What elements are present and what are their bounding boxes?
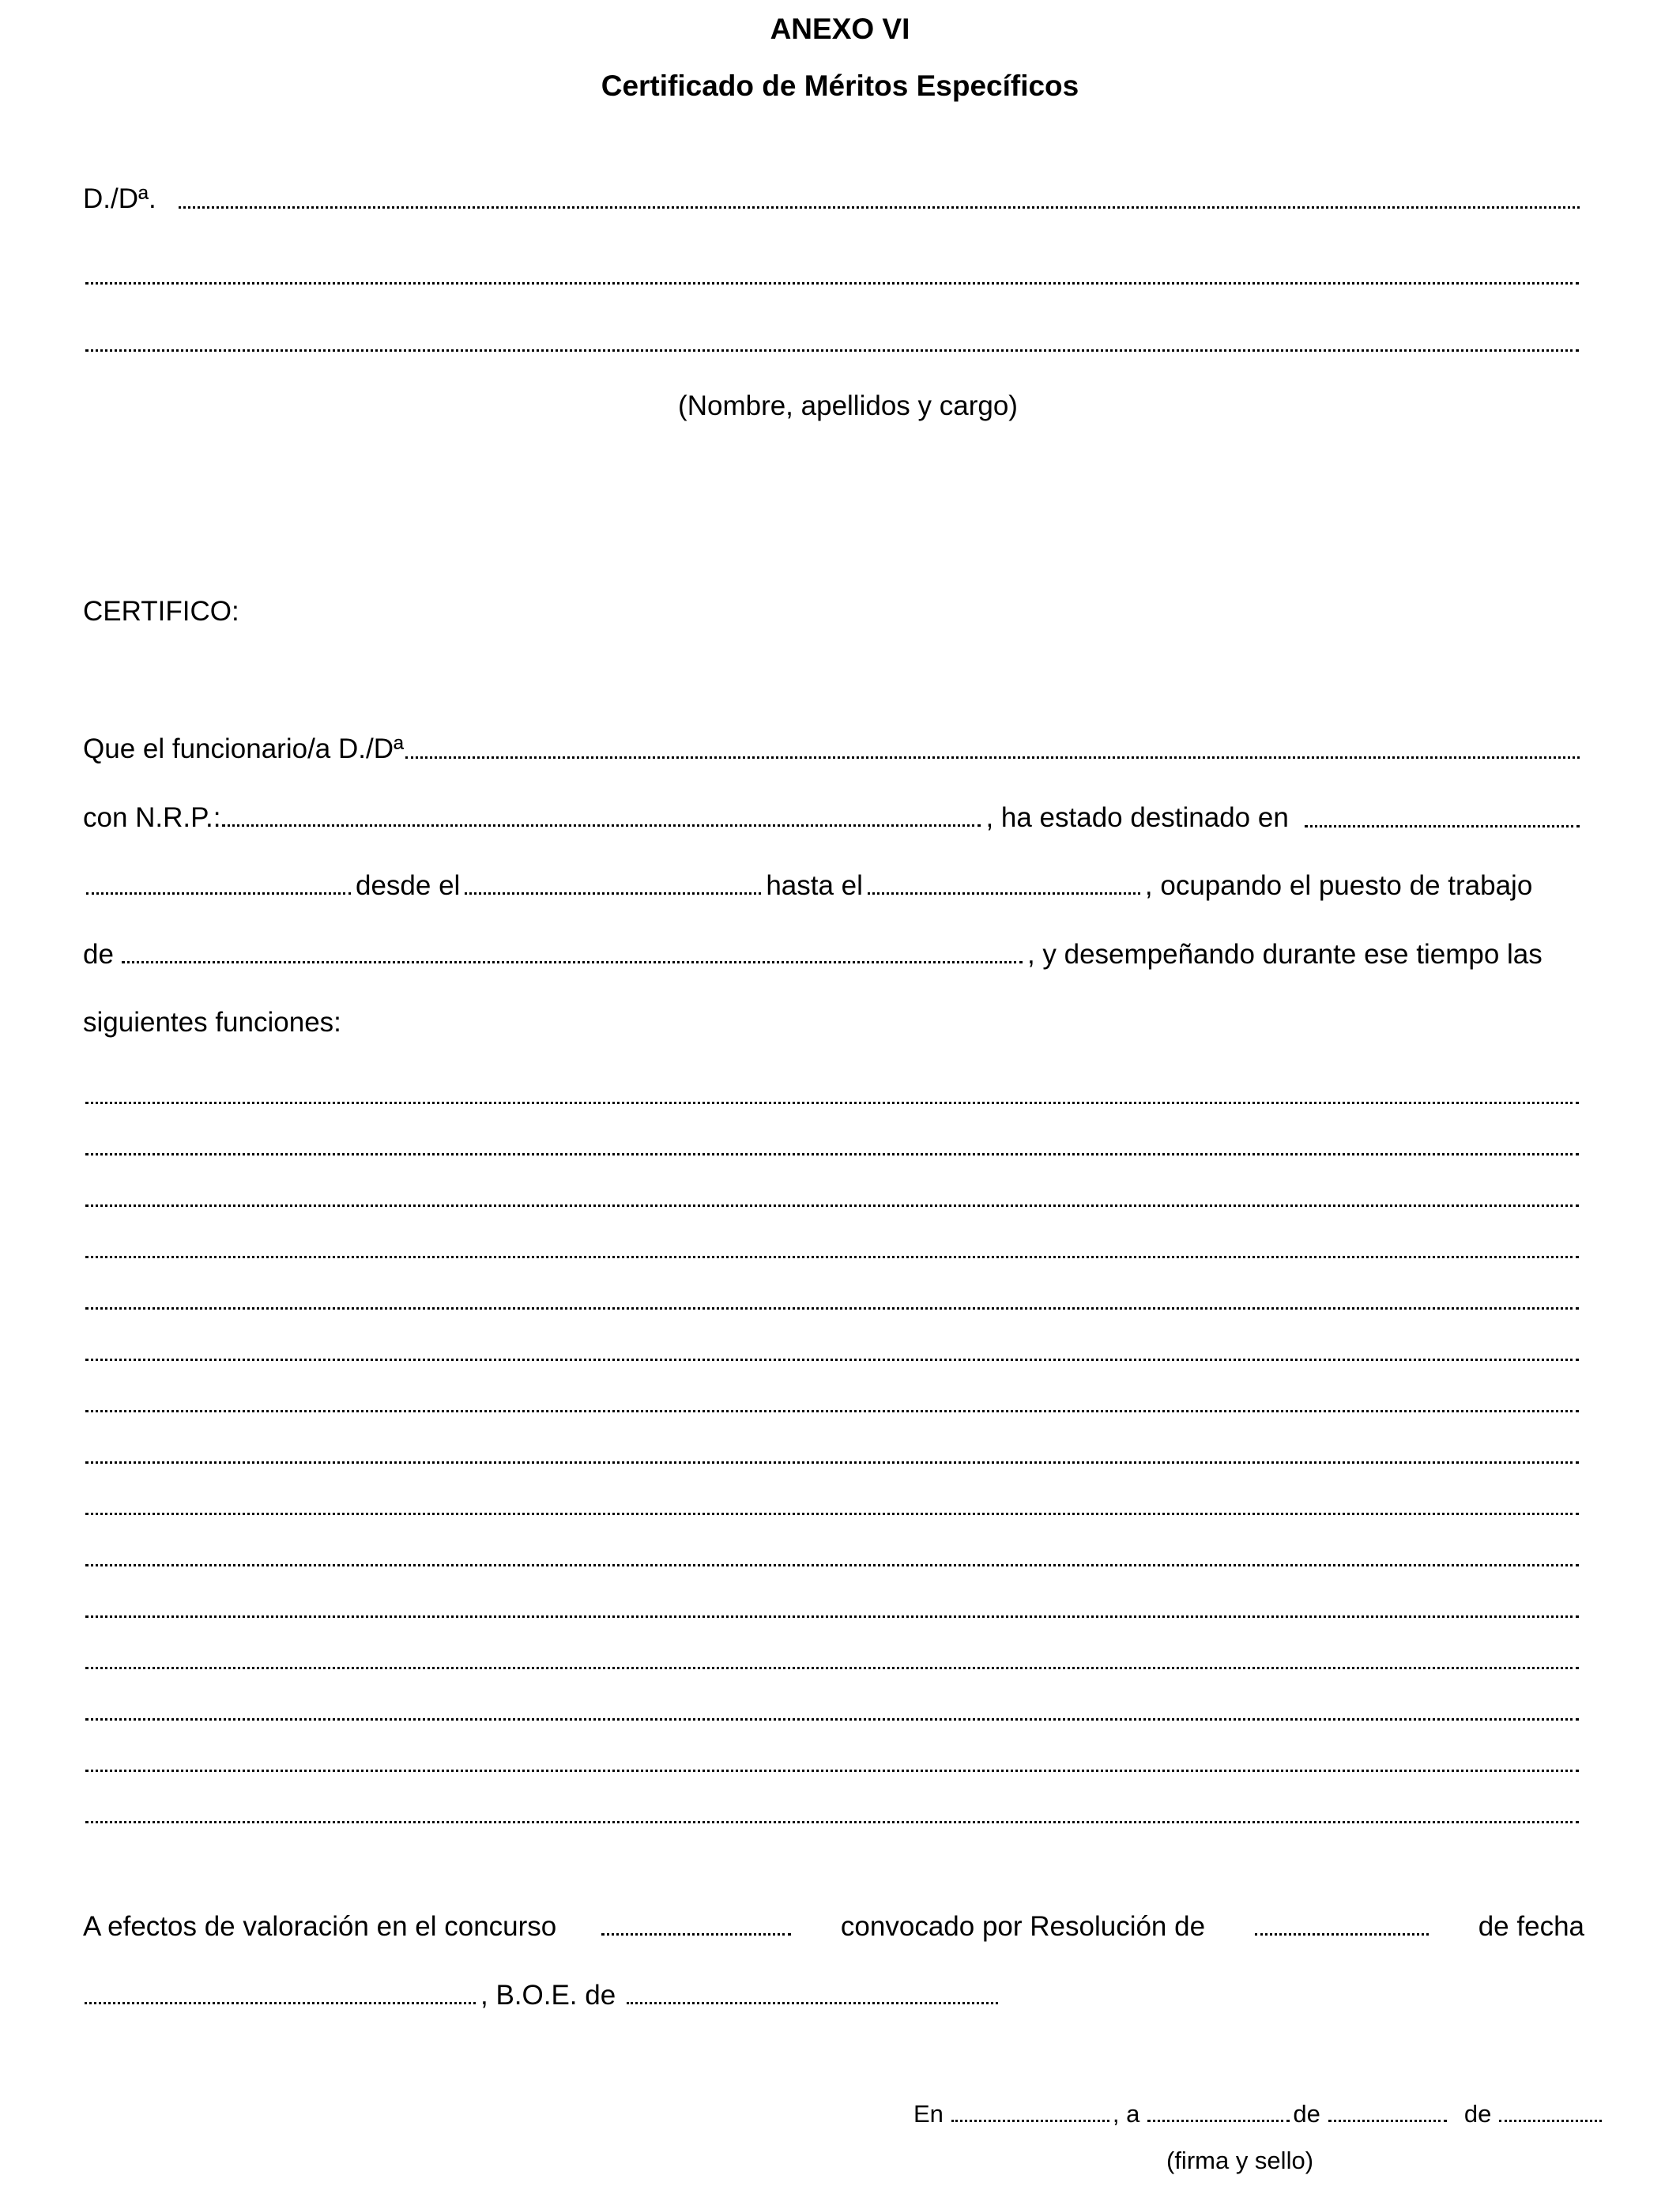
fecha-field[interactable] (85, 2001, 476, 2004)
nrp-line (83, 802, 1584, 834)
funciones-line[interactable] (85, 1586, 1579, 1618)
signature-caption: (firma y sello) (1166, 2147, 1314, 2174)
place-date-line (913, 2100, 1602, 2128)
fecha-label: de fecha (1478, 1911, 1584, 1942)
funciones-line[interactable] (85, 1124, 1579, 1155)
destino-field[interactable] (1305, 824, 1580, 827)
funciones-line[interactable] (85, 1175, 1579, 1207)
de-label-1: de (1293, 2100, 1320, 2128)
funciones-line[interactable] (85, 1792, 1579, 1823)
resolucion-field[interactable] (1255, 1932, 1429, 1936)
certifier-line-2-field[interactable] (85, 253, 1579, 285)
funciones-line[interactable] (85, 1740, 1579, 1772)
funciones-line[interactable] (85, 1278, 1579, 1310)
hasta-date-field[interactable] (868, 892, 1140, 895)
de-label-2: de (1463, 2100, 1492, 2128)
a-label: , a (1112, 2100, 1140, 2128)
hasta-label: hasta el (766, 870, 863, 901)
nrp-prefix: con N.R.P.: (83, 802, 221, 833)
dates-line (83, 870, 1584, 902)
annex-heading: ANEXO VI (770, 13, 910, 45)
document-title: Certificado de Méritos Específicos (601, 70, 1079, 102)
en-label: En (913, 2100, 944, 2128)
boe-line (83, 1980, 1584, 2011)
puesto-label: , ocupando el puesto de trabajo (1144, 870, 1533, 901)
funciones-line[interactable] (85, 1381, 1579, 1412)
destino-continuation-field[interactable] (86, 892, 351, 895)
puesto-field[interactable] (122, 960, 1023, 963)
certifico-label: CERTIFICO: (83, 596, 239, 627)
year-field[interactable] (1499, 2119, 1602, 2122)
funciones-label: siguientes funciones: (83, 1007, 341, 1038)
puesto-prefix: de (83, 939, 114, 970)
concurso-line (83, 1911, 1584, 1943)
boe-field[interactable] (627, 2001, 998, 2004)
boe-label: , B.O.E. de (480, 1980, 616, 2011)
nrp-field[interactable] (222, 824, 981, 827)
concurso-label: A efectos de valoración en el concurso (83, 1911, 557, 1942)
certifier-caption: (Nombre, apellidos y cargo) (678, 390, 1018, 421)
month-field[interactable] (1328, 2119, 1447, 2122)
funciones-line[interactable] (85, 1535, 1579, 1566)
funciones-line[interactable] (85, 1689, 1579, 1721)
funciones-line[interactable] (85, 1638, 1579, 1669)
desde-label: desde el (356, 870, 461, 901)
funciones-line[interactable] (85, 1072, 1579, 1104)
funciones-line[interactable] (85, 1483, 1579, 1515)
funcionario-name-field[interactable] (405, 756, 1580, 759)
destino-label: , ha estado destinado en (985, 802, 1289, 833)
concurso-field[interactable] (601, 1932, 791, 1936)
funciones-line[interactable] (85, 1432, 1579, 1464)
certifier-prefix: D./Dª. (83, 183, 156, 214)
funciones-intro: , y desempeñando durante ese tiempo las (1026, 939, 1543, 970)
certifier-line-1 (83, 183, 1584, 215)
resolucion-label: convocado por Resolución de (840, 1911, 1206, 1942)
day-field[interactable] (1147, 2119, 1290, 2122)
puesto-line (83, 939, 1584, 971)
funcionario-line (83, 733, 1584, 765)
desde-date-field[interactable] (465, 892, 761, 895)
place-field[interactable] (951, 2119, 1109, 2122)
funciones-line[interactable] (85, 1227, 1579, 1258)
certifier-line-3-field[interactable] (85, 320, 1579, 352)
funcionario-prefix: Que el funcionario/a D./Dª (83, 733, 404, 764)
certifier-name-field[interactable] (179, 205, 1580, 209)
funciones-line[interactable] (85, 1329, 1579, 1361)
